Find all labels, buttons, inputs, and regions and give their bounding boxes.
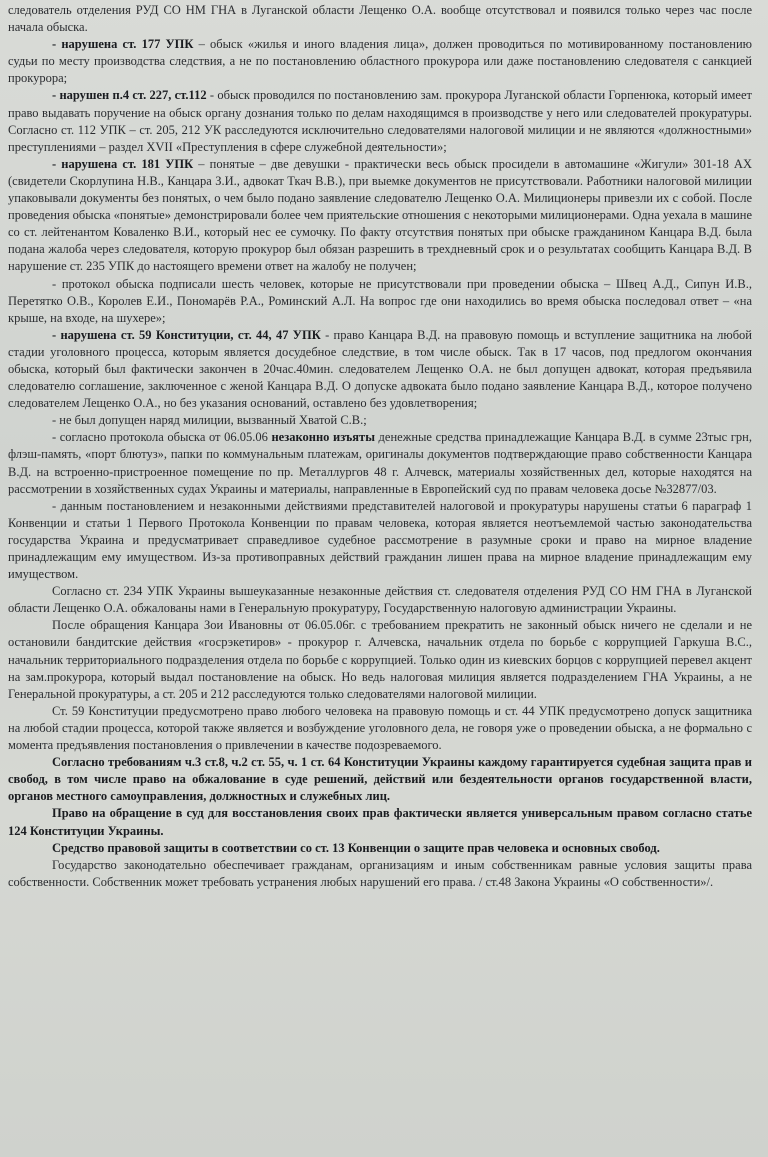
paragraph-art59 — [8, 327, 752, 412]
paragraph-police-unit — [8, 412, 752, 429]
paragraph-intro — [8, 2, 752, 36]
paragraph-property-law — [8, 857, 752, 891]
document-body — [8, 2, 752, 891]
paragraph-text: Средство правовой защиты в соответствии со ст. 13 Конвенции о защите прав человека и основных свобод. — [52, 840, 660, 855]
paragraph-protocol-signers — [8, 276, 752, 327]
paragraph-seized-items — [8, 429, 752, 497]
paragraph-appeal — [8, 617, 752, 702]
paragraph-art59-constitution — [8, 703, 752, 754]
emphasis-text: незаконно изъяты — [271, 430, 375, 445]
paragraph-text: Право на обращение в суд для восстановления своих прав фактически является универсальным правом согласно статье 124 Конституции Украины. — [8, 806, 752, 838]
paragraph-text: – обыск «жилья и иного владения лица», должен проводиться по мотивированному постановлению судьи по месту производства следствия, а не по постановлению областного прокурора или даже постановлению следователя с санкцией прокурора; — [8, 37, 752, 86]
paragraph-text: - протокол обыска подписали шесть человек, которые не присутствовали при проведении обыска – Швец А.Д., Сипун И.В., Перетятко О.В., Королев Е.И., Пономарёв Р.А., Роминский А.Л. На вопрос где они находились во время обыска последовал ответ – «на крыше, на входе, на шухере»; — [8, 276, 752, 325]
paragraph-text: Государство законодательно обеспечивает гражданам, организациям и иным собственникам равные условия защиты права собственности. Собственник может требовать устранения любых нарушений его права. / ст.48 Закона Украины «О собственности»/. — [8, 857, 752, 889]
violation-heading: - нарушена ст. 59 Конституции, ст. 44, 47 УПК — [52, 327, 321, 342]
violation-heading: - нарушена ст. 177 УПК — [52, 37, 194, 52]
paragraph-right-to-court — [8, 805, 752, 839]
paragraph-text: – понятые – две девушки - практически весь обыск просидели в автомашине «Жигули» 301-18 АХ (свидетели Скорлупина Н.В., Канцара З.И., адвокат Ткач В.В.), при выемке документов не присутствовали. Работники налоговой милиции упаковывали документы без понятых, о чем было подано заявление следователю Лещенко О.А. Милиционеры привезли их с собой. После проведения обыска «понятые» демонстрировали более чем приятельские отношения с некоторыми милиционерами. Одна уехала в машине со ст. лейтенантом Коваленко В.И., который нес ее сумочку. По факту отсутствия понятых при обыске гражданином Канцара В.Д. была подана жалоба через следователя, которую прокурор был обязан разрешить в трехдневный срок и о результатах сообщить Канцара В.Д. В нарушение ст. 235 УПК до настоящего времени ответ на жалобу не получен; — [8, 156, 752, 274]
paragraph-art234 — [8, 583, 752, 617]
paragraph-text: Ст. 59 Конституции предусмотрено право любого человека на правовую помощь и ст. 44 УПК предусмотрено допуск защитника на любой стадии процесса, которой также является и возбуждение уголовного дела, не говоря уже о проведении обыска, а не формально с момента предъявления постановления о привлечении в качестве подозреваемого. — [8, 703, 752, 753]
paragraph-art181 — [8, 156, 752, 276]
paragraph-art13-convention — [8, 840, 752, 857]
paragraph-text: Согласно ст. 234 УПК Украины вышеуказанные незаконные действия ст. следователя отделения РУД СО НМ ГНА в Луганской области Лещенко О.А. обжалованы нами в Генеральную прокуратуру, Государственную налоговую администрации Украины. — [8, 584, 752, 616]
paragraph-text: Согласно требованиям ч.3 ст.8, ч.2 ст. 55, ч. 1 ст. 64 Конституции Украины каждому гарантируется судебная защита прав и свобод, в том числе право на обжалование в суде решений, действий или бездеятельности органов государственной власти, органов местного самоуправления, должностных и служебных лиц. — [8, 755, 752, 804]
paragraph-judicial-protection — [8, 754, 752, 805]
violation-heading: - нарушен п.4 ст. 227, ст.112 — [52, 88, 207, 103]
paragraph-text: следователь отделения РУД СО НМ ГНА в Луганской области Лещенко О.А. вообще отсутствовал и появился только через час после начала обыска. — [8, 3, 752, 35]
paragraph-text: После обращения Канцара Зои Ивановны от 06.05.06г. с требованием прекратить не законный обыск ничего не сделали и не остановили бандитские действия «госрэкетиров» - прокурор г. Алчевска, начальник отдела по борьбе с коррупцией Гаркуша В.С., начальник территориального подразделения отдела по борьбе с коррупцией. Только один из киевских борцов с коррупцией перевел акцент на зам.прокурора, который выдал постановление на обыск. Но ведь налоговая милиция является подразделением ГНА Украины, а не Генеральной прокуратуры, а ст. 205 и 212 расследуются только следователями налоговой милиции. — [8, 618, 752, 701]
paragraph-text: - согласно протокола обыска от 06.05.06 — [52, 430, 272, 445]
paragraph-art227 — [8, 87, 752, 155]
paragraph-text: - данным постановлением и незаконными действиями представителей налоговой и прокуратуры нарушены статьи 6 параграф 1 Конвенции и статьи 1 Первого Протокола Конвенции по правам человека, которая является неотъемлемой частью законодательства государства Украина и предусматривает справедливое судебное рассмотрение в разумные сроки и право на мирное владение принадлежащим ему имуществом. Из-за противоправных действий гражданин лишен права на мирное владение принадлежащим ему имуществом. — [8, 498, 752, 582]
violation-heading: - нарушена ст. 181 УПК — [52, 156, 194, 171]
paragraph-art177 — [8, 36, 752, 87]
paragraph-convention — [8, 498, 752, 583]
paragraph-text: - обыск проводился по постановлению зам. прокурора Луганской области Горпенюка, который имеет право выдавать поручение на обыск органу дознания только по делам находящимся в производстве у него или следователей прокуратуры. Согласно ст. 112 УПК – ст. 205, 212 УК расследуются исключительно следователями налоговой милиции и не являются «должностными» преступлениями – раздел XVII «Преступления в сфере служебной деятельности»; — [8, 88, 752, 154]
paragraph-text: - право Канцара В.Д. на правовую помощь и вступление защитника на любой стадии уголовного процесса, которым является досудебное следствие, в том числе обыск. Так в 17 часов, под предлогом окончания обыска, который был фактически закончен в 20час.40мин. следователем Лещенко О.А. не был допущен адвокат, которая предъявила следователю соглашение, заключенное с женой Канцара В.Д. О допуске адвоката было подано заявление Канцара В.Д., которое получено следователем Лещенко О.А., но без указания оснований, оставлено без удовлетворения; — [8, 327, 753, 411]
paragraph-text: - не был допущен наряд милиции, вызванный Хватой С.В.; — [52, 413, 367, 428]
paragraph-text: денежные средства принадлежащие Канцара В.Д. в сумме 23тыс грн, флэш-память, «порт блютуз», папки по коммунальным платежам, оригиналы документов подтверждающие право собственности Канцара В.Д. на встроенно-пристроенное помещение по пр. Металлургов 48 г. Алчевск, материалы хозяйственных дел, которые находятся на рассмотрении в хозяйственных судах Украины и материалы, направленные в Европейский суд по правам человека досье №32877/03. — [8, 430, 752, 496]
